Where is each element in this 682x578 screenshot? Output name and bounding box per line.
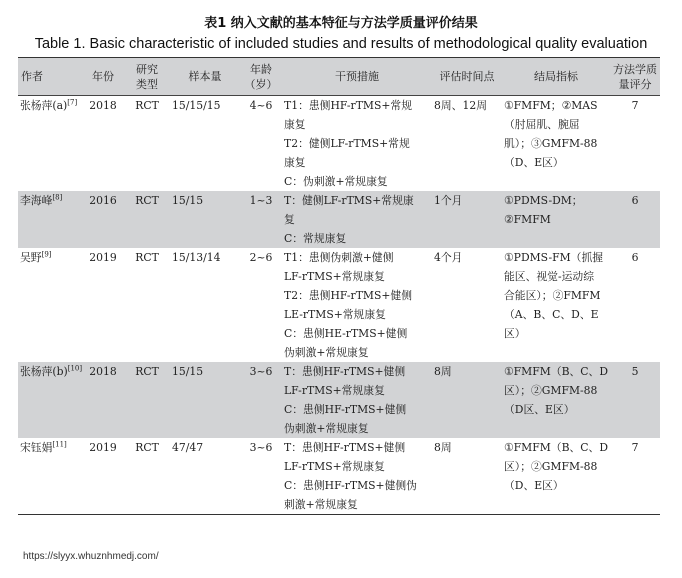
age-value: 2~6 (249, 251, 273, 264)
timepoint-cell (432, 438, 502, 515)
study-type-cell (124, 438, 170, 515)
study-type-cell (124, 96, 170, 192)
study-type-cell (124, 362, 170, 438)
quality-score-cell (610, 96, 660, 192)
intervention-line: C：患侧HE-rTMS+健侧 (284, 327, 408, 340)
year-value: 2019 (89, 441, 117, 454)
characteristics-table (18, 57, 660, 515)
timepoint-value: 8周 (434, 441, 452, 454)
age-value: 4~6 (249, 99, 273, 112)
outcome-line: 区） (504, 327, 526, 340)
outcome-line: ①FMFM（B、C、D (504, 365, 609, 378)
intervention-line: 伪刺激+常规康复 (284, 422, 369, 435)
year-cell (82, 362, 124, 438)
timepoint-cell (432, 191, 502, 248)
intervention-line: T2：健侧LF-rTMS+常规 (284, 137, 410, 150)
study-type-value: RCT (135, 194, 159, 207)
outcome-line: ①FMFM（B、C、D (504, 441, 609, 454)
year-cell (82, 248, 124, 362)
year-cell (82, 96, 124, 192)
table-row (18, 248, 660, 362)
sample-size-value: 15/15 (172, 365, 204, 378)
intervention-line: 刺激+常规康复 (284, 498, 358, 511)
timepoint-cell (432, 248, 502, 362)
timepoint-value: 4个月 (434, 251, 463, 264)
timepoint-value: 8周 (434, 365, 452, 378)
year-value: 2019 (89, 251, 117, 264)
study-type-cell (124, 191, 170, 248)
intervention-line: 复 (284, 213, 295, 226)
author-cell (18, 362, 82, 438)
sample-size-value: 15/13/14 (172, 251, 221, 264)
outcomes-cell (502, 362, 610, 438)
sample-size-value: 15/15/15 (172, 99, 221, 112)
study-type-value: RCT (135, 441, 159, 454)
intervention-cell (282, 362, 432, 438)
study-type-cell (124, 248, 170, 362)
outcomes-cell (502, 248, 610, 362)
intervention-line: T1：患侧伪刺激+健侧 (284, 251, 394, 264)
intervention-line: T：患侧HF-rTMS+健侧 (284, 365, 406, 378)
intervention-line: C：患侧HF-rTMS+健侧伪 (284, 479, 417, 492)
header-year: 年份 (82, 58, 124, 96)
age-value: 3~6 (249, 365, 273, 378)
table-row (18, 191, 660, 248)
author-name: 宋钰娟 (20, 441, 53, 454)
study-type-value: RCT (135, 365, 159, 378)
intervention-line: T1：患侧HF-rTMS+常规 (284, 99, 412, 112)
author-cell (18, 191, 82, 248)
study-type-value: RCT (135, 99, 159, 112)
quality-score-cell (610, 191, 660, 248)
age-cell (240, 248, 282, 362)
age-cell (240, 191, 282, 248)
sample-size-cell (170, 438, 240, 515)
year-value: 2018 (89, 365, 117, 378)
sample-size-cell (170, 362, 240, 438)
header-quality-score: 方法学质 量评分 (610, 58, 660, 96)
quality-score-value: 5 (631, 365, 639, 378)
intervention-line: T：患侧HF-rTMS+健侧 (284, 441, 406, 454)
intervention-line: T：健侧LF-rTMS+常规康 (284, 194, 414, 207)
outcome-line: （肘屈肌、腕屈 (504, 118, 580, 131)
header-sample-size: 样本量 (170, 58, 240, 96)
outcomes-cell (502, 191, 610, 248)
table-header-row (18, 58, 660, 96)
intervention-line: 康复 (284, 118, 306, 131)
outcome-line: 合能区）；②FMFM (504, 289, 601, 302)
reference-number: [10] (67, 364, 82, 373)
quality-score-cell (610, 362, 660, 438)
header-study-type: 研究 类型 (124, 58, 170, 96)
outcomes-cell (502, 96, 610, 192)
quality-score-value: 7 (631, 99, 639, 112)
timepoint-value: 1个月 (434, 194, 463, 207)
outcome-line: ②FMFM (504, 213, 551, 226)
table-row (18, 362, 660, 438)
author-name: 张杨萍(a) (20, 99, 68, 112)
outcome-line: （D区、E区） (504, 403, 575, 416)
intervention-cell (282, 96, 432, 192)
author-name: 吴野 (20, 251, 42, 264)
reference-number: [8] (52, 193, 63, 202)
author-cell (18, 96, 82, 192)
sample-size-value: 15/15 (172, 194, 204, 207)
intervention-line: T2：患侧HF-rTMS+健侧 (284, 289, 412, 302)
age-value: 1~3 (249, 194, 273, 207)
intervention-line: LE-rTMS+常规康复 (284, 308, 386, 321)
source-url: https://slyyx.whuznhmedj.com/ (23, 551, 159, 562)
timepoint-value: 8周、12周 (434, 99, 487, 112)
timepoint-cell (432, 96, 502, 192)
outcome-line: ①PDMS-DM； (504, 194, 583, 207)
author-cell (18, 438, 82, 515)
age-cell (240, 438, 282, 515)
year-cell (82, 438, 124, 515)
year-value: 2016 (89, 194, 117, 207)
author-name: 张杨萍(b) (20, 365, 68, 378)
outcome-line: 能区、视觉-运动综 (504, 270, 595, 283)
author-cell (18, 248, 82, 362)
study-type-value: RCT (135, 251, 159, 264)
quality-score-value: 6 (631, 194, 639, 207)
table-row (18, 96, 660, 192)
quality-score-cell (610, 248, 660, 362)
year-value: 2018 (89, 99, 117, 112)
table-title-chinese: 表1 纳入文献的基本特征与方法学质量评价结果 (204, 16, 478, 31)
outcome-line: 区）；②GMFM-88 (504, 460, 598, 473)
intervention-line: LF-rTMS+常规康复 (284, 460, 385, 473)
intervention-line: LF-rTMS+常规康复 (284, 384, 385, 397)
header-intervention: 干预措施 (282, 58, 432, 96)
outcome-line: ①PDMS-FM（抓握 (504, 251, 604, 264)
intervention-line: C：患侧HF-rTMS+健侧 (284, 403, 407, 416)
header-age: 年龄 （岁） (240, 58, 282, 96)
outcomes-cell (502, 438, 610, 515)
timepoint-cell (432, 362, 502, 438)
quality-score-cell (610, 438, 660, 515)
outcome-line: （A、B、C、D、E (504, 308, 599, 321)
table-title-english: Table 1. Basic characteristic of included studies and results of methodological quality evaluation (34, 36, 648, 52)
header-timepoint: 评估时间点 (432, 58, 502, 96)
header-author: 作者 (18, 58, 82, 96)
sample-size-value: 47/47 (172, 441, 204, 454)
intervention-cell (282, 248, 432, 362)
intervention-line: C：常规康复 (284, 232, 347, 245)
reference-number: [11] (52, 440, 67, 449)
reference-number: [9] (41, 250, 52, 259)
reference-number: [7] (67, 98, 78, 107)
quality-score-value: 6 (631, 251, 639, 264)
age-value: 3~6 (249, 441, 273, 454)
year-cell (82, 191, 124, 248)
outcome-line: 区）；②GMFM-88 (504, 384, 598, 397)
sample-size-cell (170, 96, 240, 192)
quality-score-value: 7 (631, 441, 639, 454)
intervention-cell (282, 191, 432, 248)
outcome-line: 肌）；③GMFM-88 (504, 137, 598, 150)
sample-size-cell (170, 248, 240, 362)
outcome-line: （D、E区） (504, 479, 564, 492)
age-cell (240, 96, 282, 192)
table-row (18, 438, 660, 515)
sample-size-cell (170, 191, 240, 248)
intervention-line: LF-rTMS+常规康复 (284, 270, 385, 283)
intervention-cell (282, 438, 432, 515)
intervention-line: C：伪刺激+常规康复 (284, 175, 388, 188)
outcome-line: （D、E区） (504, 156, 564, 169)
intervention-line: 康复 (284, 156, 306, 169)
intervention-line: 伪刺激+常规康复 (284, 346, 369, 359)
author-name: 李海峰 (20, 194, 53, 207)
outcome-line: ①FMFM；②MAS (504, 99, 598, 112)
header-outcomes: 结局指标 (502, 58, 610, 96)
age-cell (240, 362, 282, 438)
